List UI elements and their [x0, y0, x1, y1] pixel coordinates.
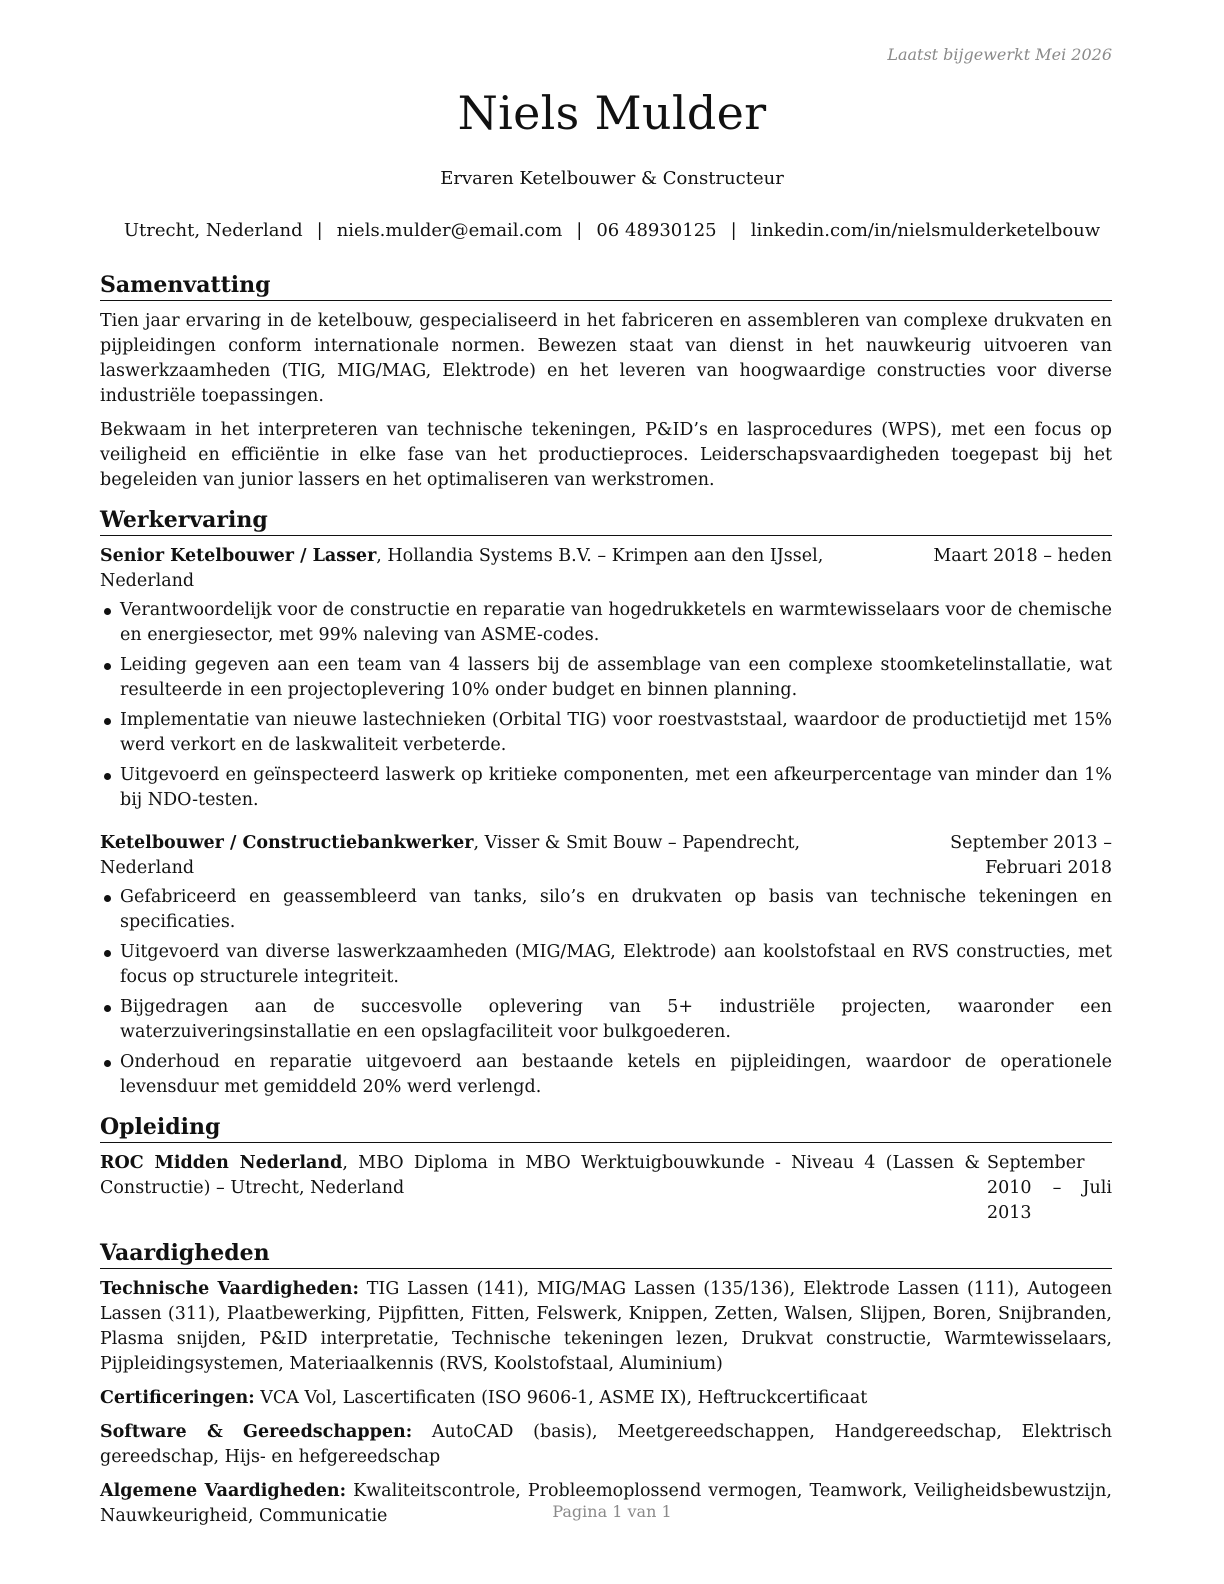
job-bullet: Leiding gegeven aan een team van 4 lassers bij de assemblage van een complexe stoomketelinstallatie, wat resulteerde in een projectoplevering 10% onder budget en binnen planning. [100, 653, 1112, 703]
contact-separator: | [316, 220, 323, 241]
contact-email[interactable]: niels.mulder@email.com [336, 220, 563, 241]
job-bullet: Bijgedragen aan de succesvolle oplevering van 5+ industriële projecten, waaronder een waterzuiveringsinstallatie en een opslagfaciliteit voor bulkgoederen. [100, 995, 1112, 1045]
experience-section [100, 505, 1112, 1100]
skill-value: AutoCAD (basis), Meetgereedschappen, Handgereedschap, Elektrisch gereedschap, Hijs- en hefgereedschap [100, 1422, 1113, 1467]
resume-body [100, 270, 1112, 1529]
skill-label: Software & Gereedschappen: [100, 1422, 413, 1442]
summary-paragraph: Bekwaam in het interpreteren van technische tekeningen, P&ID’s en lasprocedures (WPS), met een focus op veiligheid en efficiëntie in elke fase van het productieproces. Leiderschapsvaardigheden toegepast bij het begeleiden van junior lassers en het optimaliseren van werkstromen. [100, 420, 1112, 490]
job-company: , Visser & Smit Bouw – Papendrecht, Nederland [100, 833, 801, 878]
job-bullet: Implementatie van nieuwe lastechnieken (Orbital TIG) voor roestvaststaal, waardoor de productietijd met 15% werd verkort en de laskwaliteit verbeterde. [100, 708, 1112, 758]
education-dates: September 2010 – Juli 2013 [987, 1153, 1112, 1223]
job-bullets [100, 598, 1112, 813]
skill-group [100, 1420, 1112, 1470]
experience-heading: Werkervaring [100, 505, 1112, 536]
job-dates: Maart 2018 – heden [933, 546, 1112, 566]
contact-separator: | [576, 220, 583, 241]
skill-label: Certificeringen: [100, 1388, 255, 1408]
education-section [100, 1112, 1112, 1226]
skill-value: VCA Vol, Lascertificaten (ISO 9606-1, ASME IX), Heftruckcertificaat [254, 1388, 868, 1408]
skill-label: Technische Vaardigheden: [100, 1279, 359, 1299]
skill-value: TIG Lassen (141), MIG/MAG Lassen (135/136), Elektrode Lassen (111), Autogeen Lassen (311), Plaatbewerking, Pijpfitten, Fitten, Felswerk, Knippen, Zetten, Walsen, Slijpen, Boren, Snijbranden, Plasma snijden, P&ID interpretatie, Technische tekeningen lezen, Drukvat constructie, Warmtewisselaars, Pijpleidingsystemen, Materiaalkennis (RVS, Koolstofstaal, Aluminium) [100, 1279, 1112, 1374]
page-number: Pagina 1 van 1 [552, 1502, 672, 1521]
job-title: Ketelbouwer / Constructiebankwerker [100, 833, 474, 853]
contact-phone[interactable]: 06 48930125 [596, 220, 717, 241]
job-bullet: Uitgevoerd van diverse laswerkzaamheden (MIG/MAG, Elektrode) aan koolstofstaal en RVS constructies, met focus op structurele integriteit. [100, 940, 1112, 990]
job-bullet: Verantwoordelijk voor de constructie en reparatie van hogedrukketels en warmtewisselaars voor de chemische en energiesector, met 99% naleving van ASME-codes. [100, 598, 1112, 648]
job-header [100, 831, 1112, 881]
summary-heading: Samenvatting [100, 270, 1112, 301]
job-company: , Hollandia Systems B.V. – Krimpen aan den IJssel, Nederland [100, 546, 824, 591]
last-updated-note: Laatst bijgewerkt Mei 2026 [887, 45, 1112, 64]
job-entry [100, 544, 1112, 813]
skill-group [100, 1386, 1112, 1411]
summary-section [100, 270, 1112, 493]
job-entry [100, 831, 1112, 1100]
education-heading: Opleiding [100, 1112, 1112, 1143]
job-bullet: Gefabriceerd en geassembleerd van tanks, silo’s en drukvaten op basis van technische tekeningen en specificaties. [100, 885, 1112, 935]
skills-heading: Vaardigheden [100, 1238, 1112, 1269]
skills-section [100, 1238, 1112, 1529]
contact-location: Utrecht, Nederland [123, 220, 303, 241]
education-details: , MBO Diploma in MBO Werktuigbouwkunde - Niveau 4 (Lassen & Constructie) – Utrecht, Nederland [100, 1153, 980, 1198]
job-header [100, 544, 1112, 594]
job-title: Senior Ketelbouwer / Lasser [100, 546, 377, 566]
job-bullet: Onderhoud en reparatie uitgevoerd aan bestaande ketels en pijpleidingen, waardoor de operationele levensduur met gemiddeld 20% werd verlengd. [100, 1050, 1112, 1100]
job-bullet: Uitgevoerd en geïnspecteerd laswerk op kritieke componenten, met een afkeurpercentage van minder dan 1% bij NDO-testen. [100, 763, 1112, 813]
contact-line [0, 220, 1224, 241]
skill-group [100, 1277, 1112, 1377]
candidate-subtitle: Ervaren Ketelbouwer & Constructeur [440, 168, 784, 189]
job-dates: September 2013 – Februari 2018 [950, 833, 1112, 878]
skill-value: Kwaliteitscontrole, Probleemoplossend vermogen, Teamwork, Veiligheidsbewustzijn, Nauwkeurigheid, Communicatie [100, 1481, 1112, 1526]
summary-paragraph: Tien jaar ervaring in de ketelbouw, gespecialiseerd in het fabriceren en assembleren van complexe drukvaten en pijpleidingen conform internationale normen. Bewezen staat van dienst in het nauwkeurig uitvoeren van laswerkzaamheden (TIG, MIG/MAG, Elektrode) en het leveren van hoogwaardige constructies voor diverse industriële toepassingen. [100, 311, 1112, 406]
contact-separator: | [730, 220, 737, 241]
contact-linkedin[interactable]: linkedin.com/in/nielsmulderketelbouw [750, 220, 1101, 241]
education-school: ROC Midden Nederland [100, 1153, 343, 1173]
candidate-name: Niels Mulder [457, 86, 767, 140]
job-bullets [100, 885, 1112, 1100]
skill-label: Algemene Vaardigheden: [100, 1481, 347, 1501]
education-entry [100, 1151, 1112, 1226]
